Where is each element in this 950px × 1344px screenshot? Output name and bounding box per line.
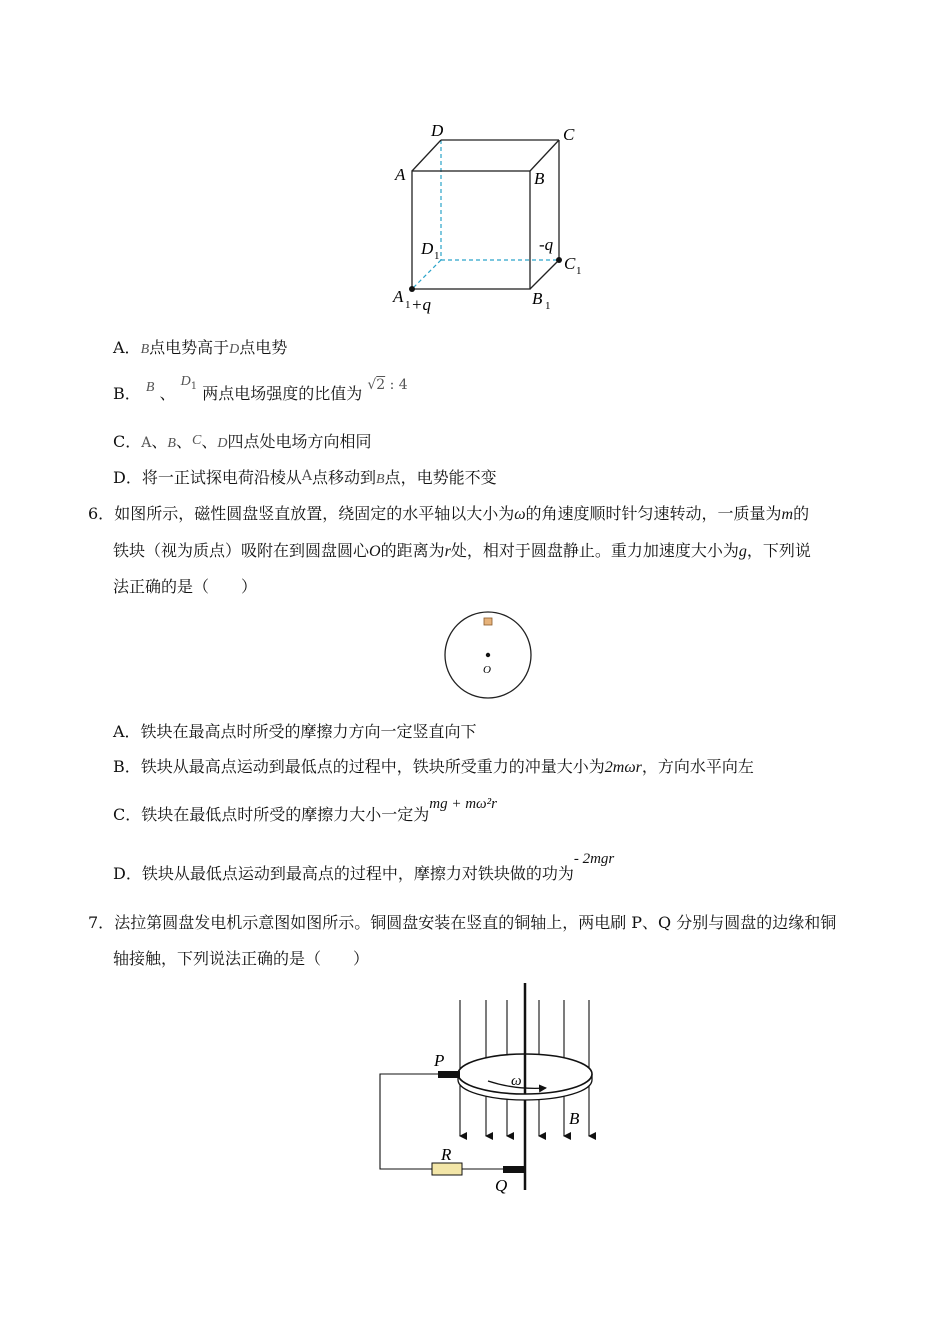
label-b: B	[569, 1109, 580, 1128]
q6-option-d: D．铁块从最低点运动到最高点的过程中，摩擦力对铁块做的功为- 2mgr	[113, 851, 615, 883]
label-c1: C	[564, 254, 576, 273]
resistor-r	[432, 1163, 462, 1175]
label-d1-sub: 1	[434, 250, 440, 262]
q5-option-c: C．A、B、C、D四点处电场方向相同	[113, 432, 372, 451]
q5-option-d: D．将一正试探电荷沿棱从A点移动到B点，电势能不变	[113, 468, 497, 487]
label-b1: B	[532, 289, 543, 308]
iron-block	[484, 618, 492, 625]
brush-p	[438, 1071, 460, 1078]
q6-stem-line-2: 铁块（视为质点）吸附在到圆盘圆心O的距离为r处，相对于圆盘静止。重力加速度大小为g，下列说	[113, 541, 811, 560]
q6-stem-line-3: 法正确的是（ ）	[113, 577, 258, 596]
label-d: D	[431, 121, 444, 140]
q6-option-b: B．铁块从最高点运动到最低点的过程中，铁块所受重力的冲量大小为2mωr，方向水平向左	[113, 757, 754, 776]
q5-option-b: B． B 、 $D^1$ 两点电场强度的比值为 √2 : 4	[113, 374, 408, 403]
label-minus-q: -q	[539, 235, 554, 254]
label-b: B	[534, 169, 545, 188]
label-p: P	[434, 1051, 445, 1070]
label-a1: A	[393, 287, 404, 306]
q6-stem-line-1: 6．如图所示，磁性圆盘竖直放置，绕固定的水平轴以大小为ω的角速度顺时针匀速转动，一质量为m的	[88, 504, 810, 523]
edge-d1-a1	[412, 260, 441, 289]
label-q: Q	[495, 1176, 508, 1195]
q7-stem-line-1: 7．法拉第圆盘发电机示意图如图所示。铜圆盘安装在竖直的铜轴上，两电刷 P、Q 分别与圆盘的边缘和铜	[88, 913, 837, 932]
label-a1-sub: 1	[405, 299, 411, 311]
label-c1-sub: 1	[576, 265, 582, 277]
edge-a-d	[412, 140, 441, 171]
charge-plus-dot	[409, 286, 415, 292]
center-label-o: O	[483, 664, 491, 676]
label-omega: ω	[511, 1073, 522, 1089]
q6-option-a: A．铁块在最高点时所受的摩擦力方向一定竖直向下	[113, 722, 477, 741]
circuit-wire	[380, 1074, 438, 1169]
charge-minus-dot	[556, 257, 562, 263]
brush-q	[503, 1166, 525, 1173]
edge-b1-c1	[530, 260, 559, 289]
label-c: C	[563, 125, 575, 144]
edge-b-c	[530, 140, 559, 171]
label-plus-q: +q	[411, 295, 431, 314]
faraday-disk-figure	[370, 978, 610, 1198]
center-dot	[486, 653, 490, 657]
cube-figure	[385, 118, 595, 318]
q5-option-a: A．B点电势高于D点电势	[113, 338, 288, 357]
q6-option-c: C．铁块在最低点时所受的摩擦力大小一定为mg + mω²r	[113, 796, 497, 824]
label-r: R	[441, 1145, 452, 1164]
sqrt-ratio: √2 : 4	[367, 377, 408, 393]
label-d1: D	[421, 239, 434, 258]
magnetic-disk-figure	[440, 609, 536, 701]
label-b1-sub: 1	[545, 300, 551, 312]
label-a: A	[395, 165, 406, 184]
q7-stem-line-2: 轴接触，下列说法正确的是（ ）	[113, 949, 370, 968]
